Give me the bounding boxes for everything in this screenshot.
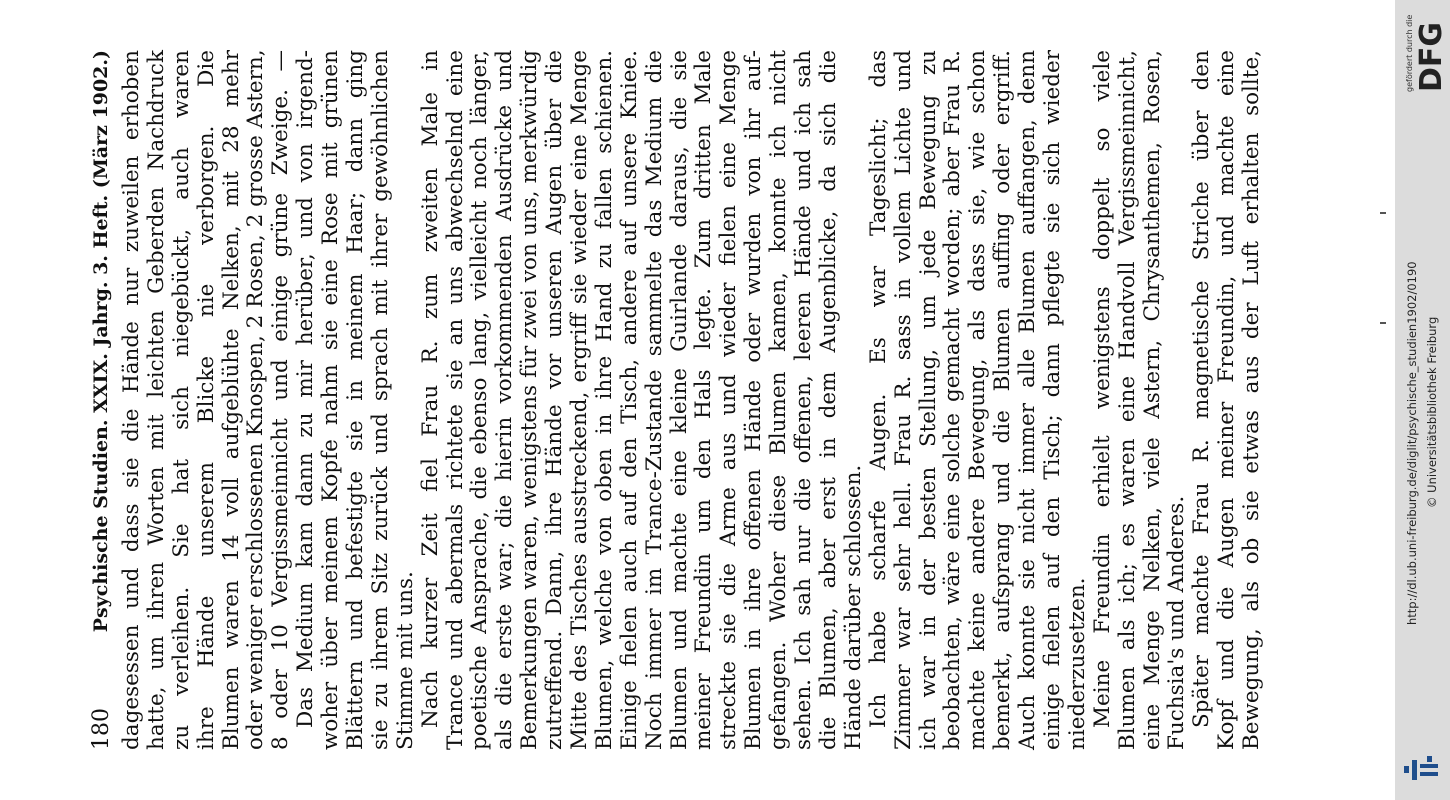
text-line: meiner Freundin um den Hals legte. Zum dritten Male bbox=[691, 50, 717, 750]
dfg-logo bbox=[1414, 8, 1449, 94]
text-line: dagesessen und dass sie die Hände nur zuweilen erhoben bbox=[119, 50, 144, 750]
text-line: sehen. Ich sah nur die offenen, leeren Hände und ich sah bbox=[791, 50, 817, 750]
text-line: als die erste war; die hierin vorkommenden Ausdrücke und bbox=[492, 50, 518, 750]
text-line: Bemerkungen waren, wenigstens für zwei von uns, merkwürdig bbox=[517, 50, 543, 750]
text-line: Ich habe scharfe Augen. Es war Tageslicht; das bbox=[865, 50, 891, 728]
running-title: Psychische Studien. XXIX. Jahrg. 3. Heft. (März 1902.) bbox=[90, 50, 112, 633]
text-line: zutreffend. Dann, ihre Hände vor unseren Augen über die bbox=[542, 50, 568, 750]
text-line: Mitte des Tisches ausstreckend, ergriff sie wieder eine Menge bbox=[567, 50, 593, 750]
text-line: Blumen, welche von oben in ihre Hand zu fallen schienen. bbox=[591, 50, 617, 750]
text-line: Noch immer im Trance-Zustande sammelte das Medium die bbox=[641, 50, 667, 750]
text-line: Das Medium kam dann zu mir herüber, und von irgend- bbox=[293, 50, 319, 728]
text-line: 8 oder 10 Vergissmeinnicht und einige grüne Zweige. — bbox=[268, 50, 294, 750]
text-line: Blumen als ich; es waren eine Handvoll Vergissmeinnicht, bbox=[1114, 50, 1140, 750]
source-info bbox=[1403, 261, 1445, 630]
text-line: streckte sie die Arme aus und wieder fielen eine Menge bbox=[716, 50, 742, 750]
text-line: bemerkt, aufsprang und die Blumen auffing oder ergriff. bbox=[990, 50, 1016, 750]
ub-freiburg-logo-icon bbox=[1401, 746, 1447, 788]
text-line: eine Menge Nelken, viele Astern, Chrysanthemen, Rosen, bbox=[1139, 50, 1165, 750]
text-line: poetische Ansprache, die ebenso lang, vielleicht noch länger, bbox=[467, 50, 493, 750]
text-line: Kopf und die Augen meiner Freundin, und machte eine bbox=[1214, 50, 1240, 750]
text-line: Später machte Frau R. magnetische Striche über den bbox=[1189, 50, 1215, 728]
text-line: Fuchsia's und Anderes. bbox=[1164, 495, 1190, 750]
text-line: Blumen in ihre offenen Hände oder wurden von ihr auf- bbox=[741, 50, 767, 750]
text-line: beobachten, wäre eine solche gemacht worden; aber Frau R. bbox=[940, 50, 966, 750]
text-line: gefangen. Woher diese Blumen kamen, konnte ich nicht bbox=[766, 50, 792, 750]
text-line: Stimme mit uns. bbox=[392, 571, 418, 750]
text-line: die Blumen, aber erst in dem Augenblicke, da sich die bbox=[815, 50, 841, 750]
dfg-caption bbox=[1401, 4, 1415, 94]
scan-mark bbox=[1380, 322, 1386, 324]
text-line: Auch konnte sie nicht immer alle Blumen auffangen, denn bbox=[1015, 50, 1041, 750]
text-line: oder weniger erschlossenen Knospen, 2 Rosen, 2 grosse Astern, bbox=[243, 49, 269, 750]
text-line: niederzusetzen. bbox=[1064, 577, 1090, 750]
text-line: Blättern und befestigte sie in meinem Haar; dann ging bbox=[343, 50, 369, 750]
text-line: Zimmer war sehr hell. Frau R. sass in vollem Lichte und bbox=[890, 50, 916, 750]
text-line: woher über meinem Kopfe nahm sie eine Rose mit grünen bbox=[318, 50, 344, 750]
text-line: ich war in der besten Stellung, um jede Bewegung zu bbox=[915, 50, 941, 750]
viewer-sidebar bbox=[1395, 0, 1450, 800]
text-line: hatte, um ihren Worten mit leichten Geberden Nachdruck bbox=[143, 50, 169, 750]
copyright-text: © Universitätsbibliothek Freiburg bbox=[1425, 316, 1439, 508]
text-line: machte keine andere Bewegung, als dass sie, wie schon bbox=[965, 50, 991, 750]
page-body-text bbox=[120, 50, 1265, 750]
page-number: 180 bbox=[88, 708, 114, 750]
text-line: Meine Freundin erhielt wenigstens doppelt so viele bbox=[1089, 50, 1115, 728]
dfg-caption-text: gefördert durch die bbox=[1405, 14, 1414, 92]
text-line: Blumen waren 14 voll aufgeblühte Nelken, mit 28 mehr bbox=[218, 50, 244, 750]
text-line: Einige fielen auch auf den Tisch, andere auf unsere Kniee. bbox=[616, 50, 642, 750]
page-header bbox=[82, 50, 120, 750]
dfg-logo-text: DFG bbox=[1414, 21, 1449, 92]
scan-mark bbox=[1380, 212, 1386, 214]
source-url[interactable]: http://dl.ub.uni-freiburg.de/diglit/psychische_studien1902/0190 bbox=[1405, 261, 1419, 625]
text-line: einige fielen auf den Tisch; dann pflegte sie sich wieder bbox=[1039, 50, 1065, 750]
text-line: zu verleihen. Sie hat sich niegebückt, auch waren bbox=[168, 50, 194, 750]
text-line: ihre Hände unserem Blicke nie verborgen. Die bbox=[193, 50, 219, 750]
text-line: sie zu ihrem Sitz zurück und sprach mit ihrer gewöhnlichen bbox=[367, 50, 393, 750]
text-line: Hände darüber schlossen. bbox=[840, 464, 866, 750]
text-line: Blumen und machte eine kleine Guirlande daraus, die sie bbox=[666, 50, 692, 750]
text-line: Trance und abermals richtete sie an uns abwechselnd eine bbox=[442, 50, 468, 750]
text-line: Nach kurzer Zeit fiel Frau R. zum zweiten Male in bbox=[417, 50, 443, 728]
text-line: Bewegung, als ob sie etwas aus der Luft erhalten sollte, bbox=[1239, 50, 1265, 750]
book-page bbox=[82, 50, 1312, 750]
